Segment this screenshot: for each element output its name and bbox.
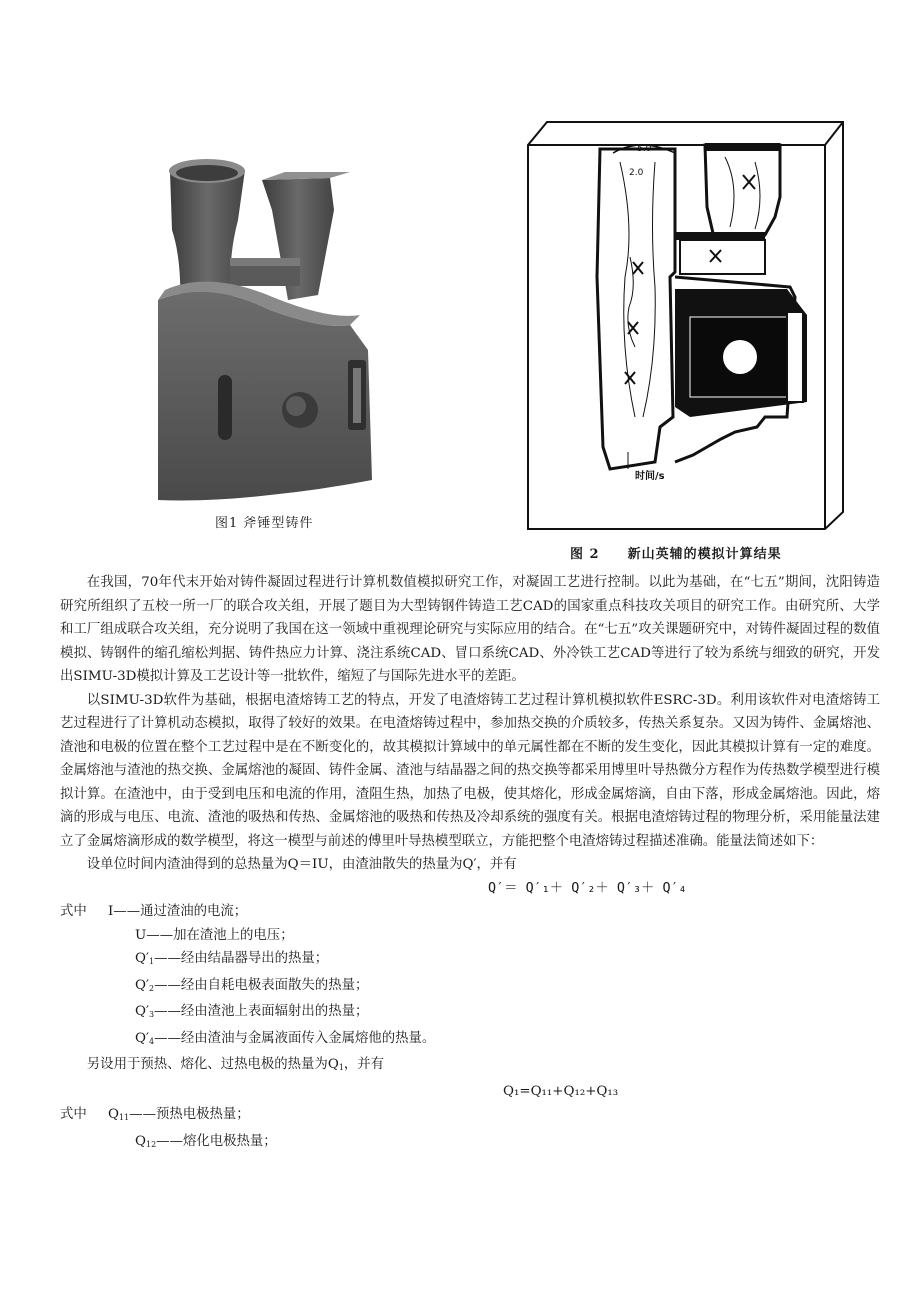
where-sym: U (135, 927, 147, 943)
where-sym: Q (108, 1107, 119, 1122)
figure-2-image (525, 117, 847, 532)
where-list-2 (60, 1103, 880, 1156)
where-sym: Q′ (135, 951, 150, 966)
where-sub: 4 (149, 1036, 155, 1046)
where-sym: I (108, 904, 114, 919)
figure-2-axis-label: 时间/s (635, 471, 665, 482)
where-label: 式中 (60, 1107, 87, 1122)
where-sym: Q′ (135, 977, 150, 993)
paragraph-4-text: 另设用于预热、熔化、过热电极的热量为Q (86, 1057, 339, 1072)
where-desc: ——经由渣油与金属液面传入金属熔他的热量。 (154, 1030, 436, 1046)
where-desc: ——预热电极热量； (129, 1107, 250, 1122)
figure-2-caption-number: 图 2 (570, 547, 600, 562)
where-desc: ——加在渣池上的电压； (146, 927, 294, 943)
where-desc: ——熔化电极热量； (156, 1133, 277, 1149)
where-list-1 (60, 900, 880, 1053)
paragraph-1: 在我国，70年代末开始对铸件凝固过程进行计算机数值模拟研究工作，对凝固工艺进行控制。以此为基础，在“七五”期间，沈阳铸造研究所组织了五校一所一厂的联合攻关组，开展了题目为大型铸钢件铸造工艺CAD的国家重点科技攻关项目的研究工作。由研究所、大学和工厂组成联合攻关组，充分说明了我国在这一领域中重视理论研究与实际应用的结合。在“七五”攻关课题研究中，对铸件凝固过程的数值模拟、铸钢件的缩孔缩松判据、铸件热应力计算、浇注系统CAD、冒口系统CAD、外冷铁工艺CAD等进行了较为系统与细致的研究，开发出SIMU-3D模拟计算及工艺设计等一批软件，缩短了与国际先进水平的差距。 (60, 575, 880, 684)
where-sub: 11 (118, 1113, 130, 1122)
where-sym: Q (135, 1133, 146, 1149)
figure-2-caption-text: 新山英辅的模拟计算结果 (627, 547, 782, 562)
figure-2-label-2: 2.0 (629, 168, 644, 178)
where-sub: 12 (145, 1139, 157, 1149)
where-desc: ——通过渣油的电流； (113, 904, 248, 919)
where-sub: 3 (149, 1010, 155, 1019)
paragraph-4-sub: 1 (338, 1063, 344, 1072)
paragraph-4 (60, 1053, 880, 1080)
figure-2-caption (570, 543, 782, 562)
formula-q-prime: Q′＝ Q′₁＋ Q′₂＋ Q′₃＋ Q′₄ (488, 880, 687, 896)
figure-2-label-5: 5.0 (637, 144, 652, 154)
paragraph-2: 以SIMU-3D软件为基础，根据电渣熔铸工艺的特点，开发了电渣熔铸工艺过程计算机模拟软件ESRC-3D。利用该软件对电渣熔铸工艺过程进行了计算机动态模拟，取得了较好的效果。在电渣熔铸过程中，参加热交换的介质较多，传热关系复杂。又因为铸件、金属熔池、渣池和电极的位置在整个工艺过程中是在不断变化的，故其模拟计算域中的单元属性都在不断的发生变化，因此其模拟计算有一定的难度。金属熔池与渣池的热交换、金属熔池的凝固、铸件金属、渣池与结晶器之间的热交换等都采用博里叶导热微分方程作为传热数学模型进行模拟计算。在渣池中，由于受到电压和电流的作用，渣阻生热，加热了电极，使其熔化，形成金属熔滴，自由下落，形成金属熔池。因此，熔滴的形成与电压、电流、渣池的吸热和传热、金属熔池的吸热和传热及冷却系统的强度有关。根据电渣熔铸过程的物理分析，采用能量法建立了金属熔滴形成的数学模型，将这一模型与前述的傅里叶导热模型联立，方能把整个电渣熔铸过程描述准确。能量法简述如下： (60, 692, 880, 849)
where-sub: 2 (149, 983, 155, 993)
formula-q1: Q₁=Q₁₁+Q₁₂+Q₁₃ (503, 1083, 619, 1099)
where-sym: Q′ (135, 1030, 150, 1046)
figure-1-image (150, 150, 382, 510)
where-label: 式中 (60, 904, 87, 919)
figure-1-caption: 图1 斧锤型铸件 (215, 516, 314, 531)
where-desc: ——经由自耗电极表面散失的热量； (154, 977, 369, 993)
article-body (60, 571, 880, 1156)
paragraph-4-suffix: ，并有 (343, 1057, 385, 1072)
where-desc: ——经由渣池上表面辐射出的热量； (154, 1004, 369, 1019)
where-desc: ——经由结晶器导出的热量； (154, 951, 329, 966)
paragraph-3: 设单位时间内渣油得到的总热量为Q＝IU，由渣油散失的热量为Q′，并有 (86, 857, 517, 872)
where-sym: Q′ (135, 1004, 150, 1019)
where-sub: 1 (149, 957, 155, 966)
